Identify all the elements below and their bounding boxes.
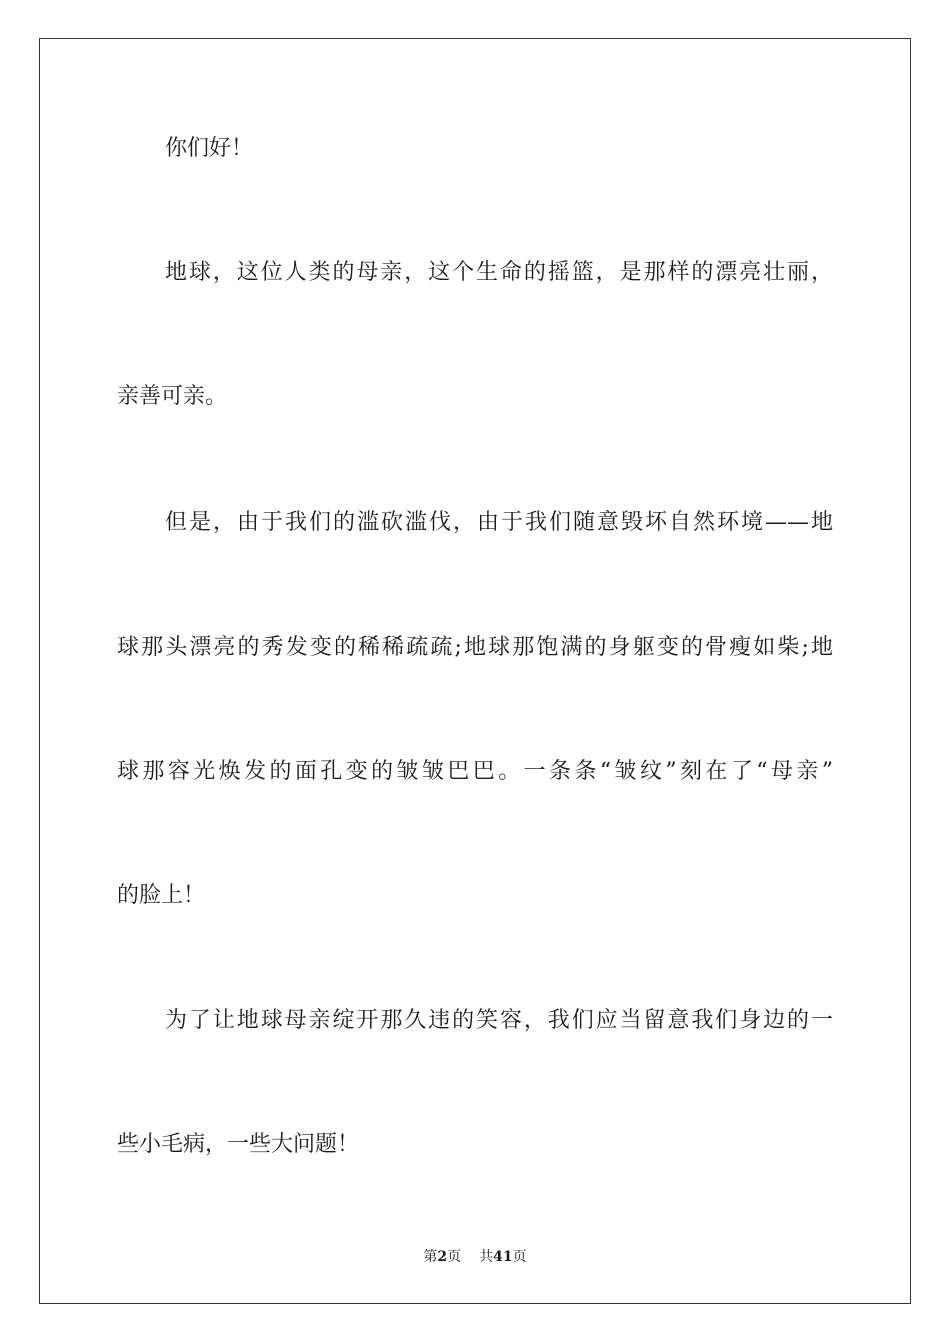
footer-total-pages: 41 xyxy=(493,1249,513,1265)
text-line: 亲善可亲。 xyxy=(117,384,228,409)
footer-page-suffix: 页 xyxy=(447,1249,462,1265)
text-line: 些小毛病，一些大问题！ xyxy=(117,1132,360,1157)
text-line: 为了让地球母亲绽开那久违的笑容，我们应当留意我们身边的一 xyxy=(165,1008,833,1033)
page-border xyxy=(39,38,911,1304)
text-line: 球那头漂亮的秀发变的稀稀疏疏;地球那饱满的身躯变的骨瘦如柴;地 xyxy=(117,635,833,660)
footer-page-number: 2 xyxy=(437,1249,448,1265)
text-line: 但是，由于我们的滥砍滥伐，由于我们随意毁坏自然环境——地 xyxy=(165,510,833,535)
page-footer xyxy=(0,1248,950,1266)
text-line: 地球，这位人类的母亲，这个生命的摇篮，是那样的漂亮壮丽， xyxy=(165,260,833,285)
text-line-greeting: 你们好！ xyxy=(165,136,254,161)
footer-total-suffix: 页 xyxy=(512,1249,527,1265)
text-line: 球那容光焕发的面孔变的皱皱巴巴。一条条“皱纹”刻在了“母亲” xyxy=(117,759,833,784)
footer-page-prefix: 第 xyxy=(423,1249,438,1265)
text-line: 的脸上！ xyxy=(117,883,206,908)
footer-total-prefix: 共 xyxy=(479,1249,494,1265)
